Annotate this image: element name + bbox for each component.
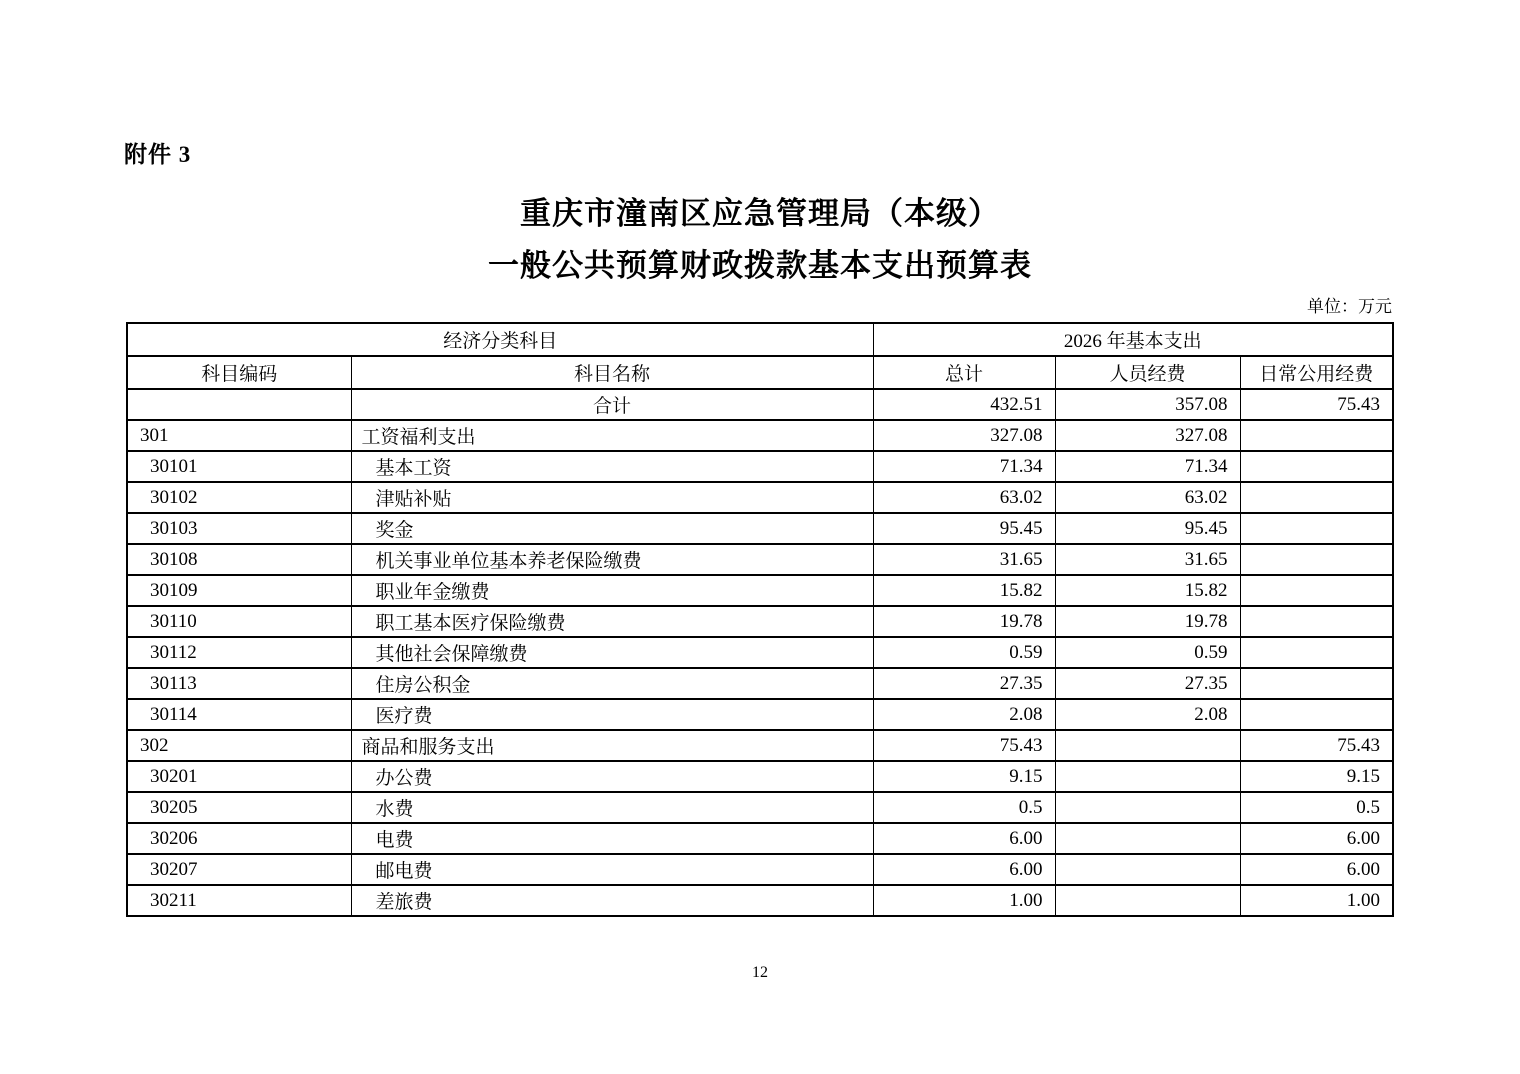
col-header-total: 总计 — [873, 356, 1055, 389]
cell-daily: 6.00 — [1240, 854, 1393, 885]
cell-personnel: 0.59 — [1055, 637, 1240, 668]
cell-personnel: 2.08 — [1055, 699, 1240, 730]
table-row — [127, 854, 1393, 885]
cell-subject-name: 办公费 — [351, 761, 873, 792]
cell-personnel: 357.08 — [1055, 389, 1240, 420]
cell-subject-code: 301 — [127, 420, 351, 451]
table-row — [127, 420, 1393, 451]
cell-subject-name: 合计 — [351, 389, 873, 420]
cell-daily — [1240, 699, 1393, 730]
cell-total: 27.35 — [873, 668, 1055, 699]
document-title — [0, 188, 1520, 292]
unit-note: 单位：万元 — [1307, 297, 1392, 316]
header-2026-basic-expenditure: 2026 年基本支出 — [873, 323, 1393, 356]
col-header-subject-name: 科目名称 — [351, 356, 873, 389]
cell-daily — [1240, 575, 1393, 606]
cell-subject-name: 机关事业单位基本养老保险缴费 — [351, 544, 873, 575]
cell-daily: 75.43 — [1240, 730, 1393, 761]
cell-personnel — [1055, 885, 1240, 916]
cell-total: 6.00 — [873, 854, 1055, 885]
table-row — [127, 482, 1393, 513]
cell-subject-name: 职工基本医疗保险缴费 — [351, 606, 873, 637]
cell-subject-code: 30109 — [127, 575, 351, 606]
cell-subject-name: 津贴补贴 — [351, 482, 873, 513]
cell-subject-code: 30110 — [127, 606, 351, 637]
cell-total: 6.00 — [873, 823, 1055, 854]
cell-daily: 1.00 — [1240, 885, 1393, 916]
cell-personnel: 27.35 — [1055, 668, 1240, 699]
cell-total: 0.5 — [873, 792, 1055, 823]
table-row — [127, 637, 1393, 668]
cell-subject-code — [127, 389, 351, 420]
cell-subject-name: 其他社会保障缴费 — [351, 637, 873, 668]
cell-daily — [1240, 668, 1393, 699]
cell-personnel — [1055, 792, 1240, 823]
table-row — [127, 730, 1393, 761]
cell-subject-name: 医疗费 — [351, 699, 873, 730]
cell-total: 15.82 — [873, 575, 1055, 606]
header-economic-classification: 经济分类科目 — [127, 323, 873, 356]
cell-total: 432.51 — [873, 389, 1055, 420]
cell-subject-code: 30114 — [127, 699, 351, 730]
cell-total: 95.45 — [873, 513, 1055, 544]
cell-daily — [1240, 606, 1393, 637]
cell-subject-name: 职业年金缴费 — [351, 575, 873, 606]
cell-subject-name: 工资福利支出 — [351, 420, 873, 451]
col-header-personnel: 人员经费 — [1055, 356, 1240, 389]
cell-subject-name: 奖金 — [351, 513, 873, 544]
cell-subject-name: 基本工资 — [351, 451, 873, 482]
cell-daily — [1240, 482, 1393, 513]
cell-subject-name: 商品和服务支出 — [351, 730, 873, 761]
cell-total: 1.00 — [873, 885, 1055, 916]
table-row — [127, 761, 1393, 792]
cell-daily: 9.15 — [1240, 761, 1393, 792]
cell-total: 31.65 — [873, 544, 1055, 575]
table-row — [127, 699, 1393, 730]
cell-total: 0.59 — [873, 637, 1055, 668]
cell-personnel: 31.65 — [1055, 544, 1240, 575]
table-row — [127, 668, 1393, 699]
cell-subject-code: 30211 — [127, 885, 351, 916]
budget-table — [126, 322, 1394, 917]
cell-daily: 6.00 — [1240, 823, 1393, 854]
cell-personnel — [1055, 730, 1240, 761]
cell-subject-code: 30103 — [127, 513, 351, 544]
cell-subject-code: 30207 — [127, 854, 351, 885]
title-line-1: 重庆市潼南区应急管理局（本级） — [520, 196, 1000, 231]
title-line-2: 一般公共预算财政拨款基本支出预算表 — [488, 248, 1032, 283]
cell-subject-code: 30112 — [127, 637, 351, 668]
cell-subject-name: 水费 — [351, 792, 873, 823]
cell-total: 9.15 — [873, 761, 1055, 792]
attachment-label: 附件 3 — [124, 142, 192, 167]
cell-subject-code: 30101 — [127, 451, 351, 482]
cell-daily — [1240, 420, 1393, 451]
cell-total: 2.08 — [873, 699, 1055, 730]
cell-daily — [1240, 451, 1393, 482]
table-row — [127, 451, 1393, 482]
cell-total: 63.02 — [873, 482, 1055, 513]
cell-total: 71.34 — [873, 451, 1055, 482]
cell-total: 75.43 — [873, 730, 1055, 761]
cell-personnel — [1055, 761, 1240, 792]
cell-personnel — [1055, 823, 1240, 854]
header-columns-row — [127, 356, 1393, 389]
cell-subject-code: 30108 — [127, 544, 351, 575]
table-row — [127, 823, 1393, 854]
cell-personnel — [1055, 854, 1240, 885]
cell-personnel: 71.34 — [1055, 451, 1240, 482]
table-row — [127, 544, 1393, 575]
cell-subject-code: 30206 — [127, 823, 351, 854]
cell-daily: 0.5 — [1240, 792, 1393, 823]
cell-personnel: 327.08 — [1055, 420, 1240, 451]
cell-personnel: 95.45 — [1055, 513, 1240, 544]
cell-subject-code: 30201 — [127, 761, 351, 792]
cell-daily: 75.43 — [1240, 389, 1393, 420]
cell-subject-code: 30205 — [127, 792, 351, 823]
cell-subject-code: 30102 — [127, 482, 351, 513]
cell-subject-name: 邮电费 — [351, 854, 873, 885]
table-row — [127, 575, 1393, 606]
cell-personnel: 19.78 — [1055, 606, 1240, 637]
col-header-daily-public: 日常公用经费 — [1240, 356, 1393, 389]
cell-personnel: 15.82 — [1055, 575, 1240, 606]
cell-total: 327.08 — [873, 420, 1055, 451]
cell-subject-code: 30113 — [127, 668, 351, 699]
cell-subject-name: 住房公积金 — [351, 668, 873, 699]
cell-subject-code: 302 — [127, 730, 351, 761]
cell-subject-name: 电费 — [351, 823, 873, 854]
table-row — [127, 513, 1393, 544]
cell-daily — [1240, 637, 1393, 668]
col-header-subject-code: 科目编码 — [127, 356, 351, 389]
header-group-row — [127, 323, 1393, 356]
page-number: 12 — [752, 964, 768, 981]
cell-daily — [1240, 513, 1393, 544]
cell-subject-name: 差旅费 — [351, 885, 873, 916]
table-row — [127, 792, 1393, 823]
table-row — [127, 885, 1393, 916]
table-row — [127, 606, 1393, 637]
cell-total: 19.78 — [873, 606, 1055, 637]
cell-personnel: 63.02 — [1055, 482, 1240, 513]
cell-daily — [1240, 544, 1393, 575]
table-row — [127, 389, 1393, 420]
